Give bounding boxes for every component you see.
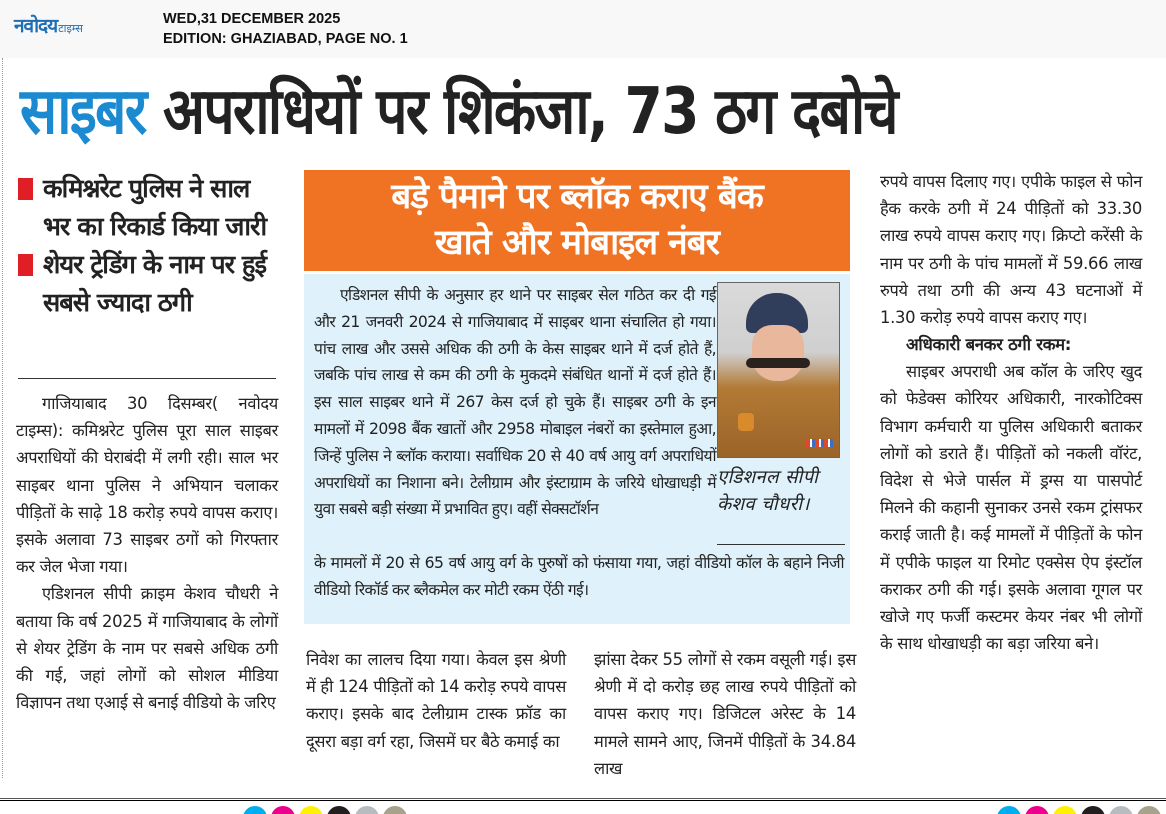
yellow-dot-icon [299, 806, 323, 814]
magenta-dot-icon [271, 806, 295, 814]
right-paragraph-1: रुपये वापस दिलाए गए। एपीके फाइल से फोन हैक करके ठगी में 24 पीड़ितों को 33.30 लाख रुपये वापस कराए गए। क्रिप्टो करेंसी के नाम पर ठगी के पांच मामलों में 59.66 लाख रुपये तथा ठगी की अन्य 43 घटनाओं में 1.30 करोड़ रुपये वापस कराए गए। [880, 172, 1142, 328]
magenta-dot-icon [1025, 806, 1049, 814]
officer-photo [717, 282, 840, 458]
yellow-dot-icon [1053, 806, 1077, 814]
photo-caption: एडिशनल सीपी केशव चौधरी। [717, 467, 819, 515]
middle-column-2: झांसा देकर 55 लोगों से रकम वसूली गई। इस श्रेणी में दो करोड़ छह लाख रुपये पीड़ितों को वापस कराए गए। डिजिटल अरेस्ट के 14 मामले सामने आए, जिनमें पीड़ितों के 34.84 लाख [594, 650, 856, 778]
registration-marks-right [997, 806, 1161, 814]
right-column [880, 168, 1142, 657]
paragraph-dateline: गाजियाबाद 30 दिसम्बर( नवोदय टाइम्स): कमिश्नरेट पुलिस पूरा साल साइबर अपराधियों की घेराबंदी में लगी रही। साल भर साइबर थाना पुलिस ने अभियान चलाकर पीड़ितों के साढ़े 18 करोड़ रुपये वापस कराए। इसके अलावा 73 साइबर ठगों को गिरफ्तार कर जेल भेजा गया। [16, 394, 278, 577]
khaki-dot-icon [383, 806, 407, 814]
right-subhead: अधिकारी बनकर ठगी रकम: [906, 335, 1072, 355]
masthead-bar [0, 0, 1166, 58]
headline-rest: अपराधियों पर शिकंजा, 73 ठग दबोचे [145, 75, 897, 149]
highlight-box [304, 274, 850, 624]
gray-dot-icon [1109, 806, 1133, 814]
highlight-box-title: बड़े पैमाने पर ब्लॉक कराए बैंक खाते और मोबाइल नंबर [304, 170, 850, 271]
headline-highlight: साइबर [20, 75, 146, 149]
box-text-continued: के मामलों में 20 से 65 वर्ष आयु वर्ग के पुरुषों को फंसाया गया, जहां वीडियो कॉल के बहाने निजी वीडियो रिकॉर्ड कर ब्लैकमेल कर मोटी रकम ऐंठी गई। [314, 554, 844, 599]
date-line: WED,31 DECEMBER 2025 [163, 11, 341, 27]
photo-ribbon-icon [806, 439, 834, 447]
caption-divider [717, 544, 845, 545]
photo-mustache [746, 358, 810, 368]
newspaper-page [0, 58, 1166, 814]
black-dot-icon [327, 806, 351, 814]
gray-dot-icon [355, 806, 379, 814]
black-dot-icon [1081, 806, 1105, 814]
bottom-divider [0, 798, 1166, 799]
print-registration-strip [0, 800, 1166, 814]
paragraph-official: एडिशनल सीपी क्राइम केशव चौधरी ने बताया कि वर्ष 2025 में गाजियाबाद के लोगों से शेयर ट्रेडिंग के नाम पर सबसे अधिक ठगी की गई, जहां लोगों को सोशल मीडिया विज्ञापन तथा एआई से बनाई वीडियो के जरिए [16, 584, 278, 713]
newspaper-logo [14, 12, 83, 38]
photo-badge-icon [738, 413, 754, 431]
subhead-2: शेयर ट्रेडिंग के नाम पर हुई सबसे ज्यादा ठगी [18, 246, 280, 322]
subheads [18, 170, 280, 322]
edition-info [163, 9, 408, 49]
registration-marks-left [243, 806, 407, 814]
red-square-bullet-icon [18, 254, 33, 276]
logo-main: नवोदय [14, 15, 58, 37]
divider [18, 378, 276, 379]
cyan-dot-icon [997, 806, 1021, 814]
box-text: एडिशनल सीपी के अनुसार हर थाने पर साइबर सेल गठित कर दी गई और 21 जनवरी 2024 से गाजियाबाद में साइबर थाना संचालित हो गया। पांच लाख और उससे अधिक की ठगी के केस साइबर थाने में दर्ज होते हैं, जबकि पांच लाख से कम की ठगी के मुकदमे संबंधित थानों में दर्ज होते हैं। इस साल साइबर थाने में 267 केस दर्ज हो चुके हैं। साइबर ठगी के इन मामलों में 2098 बैंक खातों और 2958 मोबाइल नंबरों का इस्तेमाल हुआ, जिन्हें पुलिस ने ब्लॉक कराया। सर्वाधिक 20 से 40 वर्ष आयु वर्ग अपराधियों अपराधियों का निशाना बने। टेलीग्राम और इंस्टाग्राम के जरिये धोखाधड़ी में युवा सबसे बड़ी संख्या में प्रभावित हुए। वहीं सेक्सटॉर्शन [314, 286, 716, 519]
article-headline [20, 62, 992, 162]
logo-sub: टाइम्स [58, 22, 83, 35]
edition-line: EDITION: GHAZIABAD, PAGE NO. 1 [163, 31, 408, 47]
khaki-dot-icon [1137, 806, 1161, 814]
middle-column-1: निवेश का लालच दिया गया। केवल इस श्रेणी में ही 124 पीड़ितों को 14 करोड़ रुपये वापस कराए। इसके बाद टेलीग्राम टास्क फ्रॉड का दूसरा बड़ा वर्ग रहा, जिसमें घर बैठे कमाई का [306, 650, 566, 751]
page-edge-guide [2, 58, 3, 778]
left-column [16, 390, 278, 716]
photo-face [752, 325, 804, 381]
red-square-bullet-icon [18, 178, 33, 200]
subhead-1: कमिश्नरेट पुलिस ने साल भर का रिकार्ड किया जारी [18, 170, 280, 246]
cyan-dot-icon [243, 806, 267, 814]
right-paragraph-2: साइबर अपराधी अब कॉल के जरिए खुद को फेडेक्स कोरियर अधिकारी, नारकोटिक्स विभाग कर्मचारी या पुलिस अधिकारी बताकर लोगों को डराते हैं। पीड़ितों को नकली वॉरंट, विदेश से भेजे पार्सल में ड्रग्स या पासपोर्ट मिलने की कहानी सुनाकर उनसे रकम ट्रांसफर कराई जाती है। कई मामलों में पीड़ितों के फोन में एपीके फाइल या रिमोट एक्सेस ऐप इंस्टॉल कराकर ठगी की गई। इसके अलावा गूगल पर खोजे गए फर्जी कस्टमर केयर नंबर भी लोगों के साथ धोखाधड़ी का बड़ा जरिया बने। [880, 362, 1142, 654]
